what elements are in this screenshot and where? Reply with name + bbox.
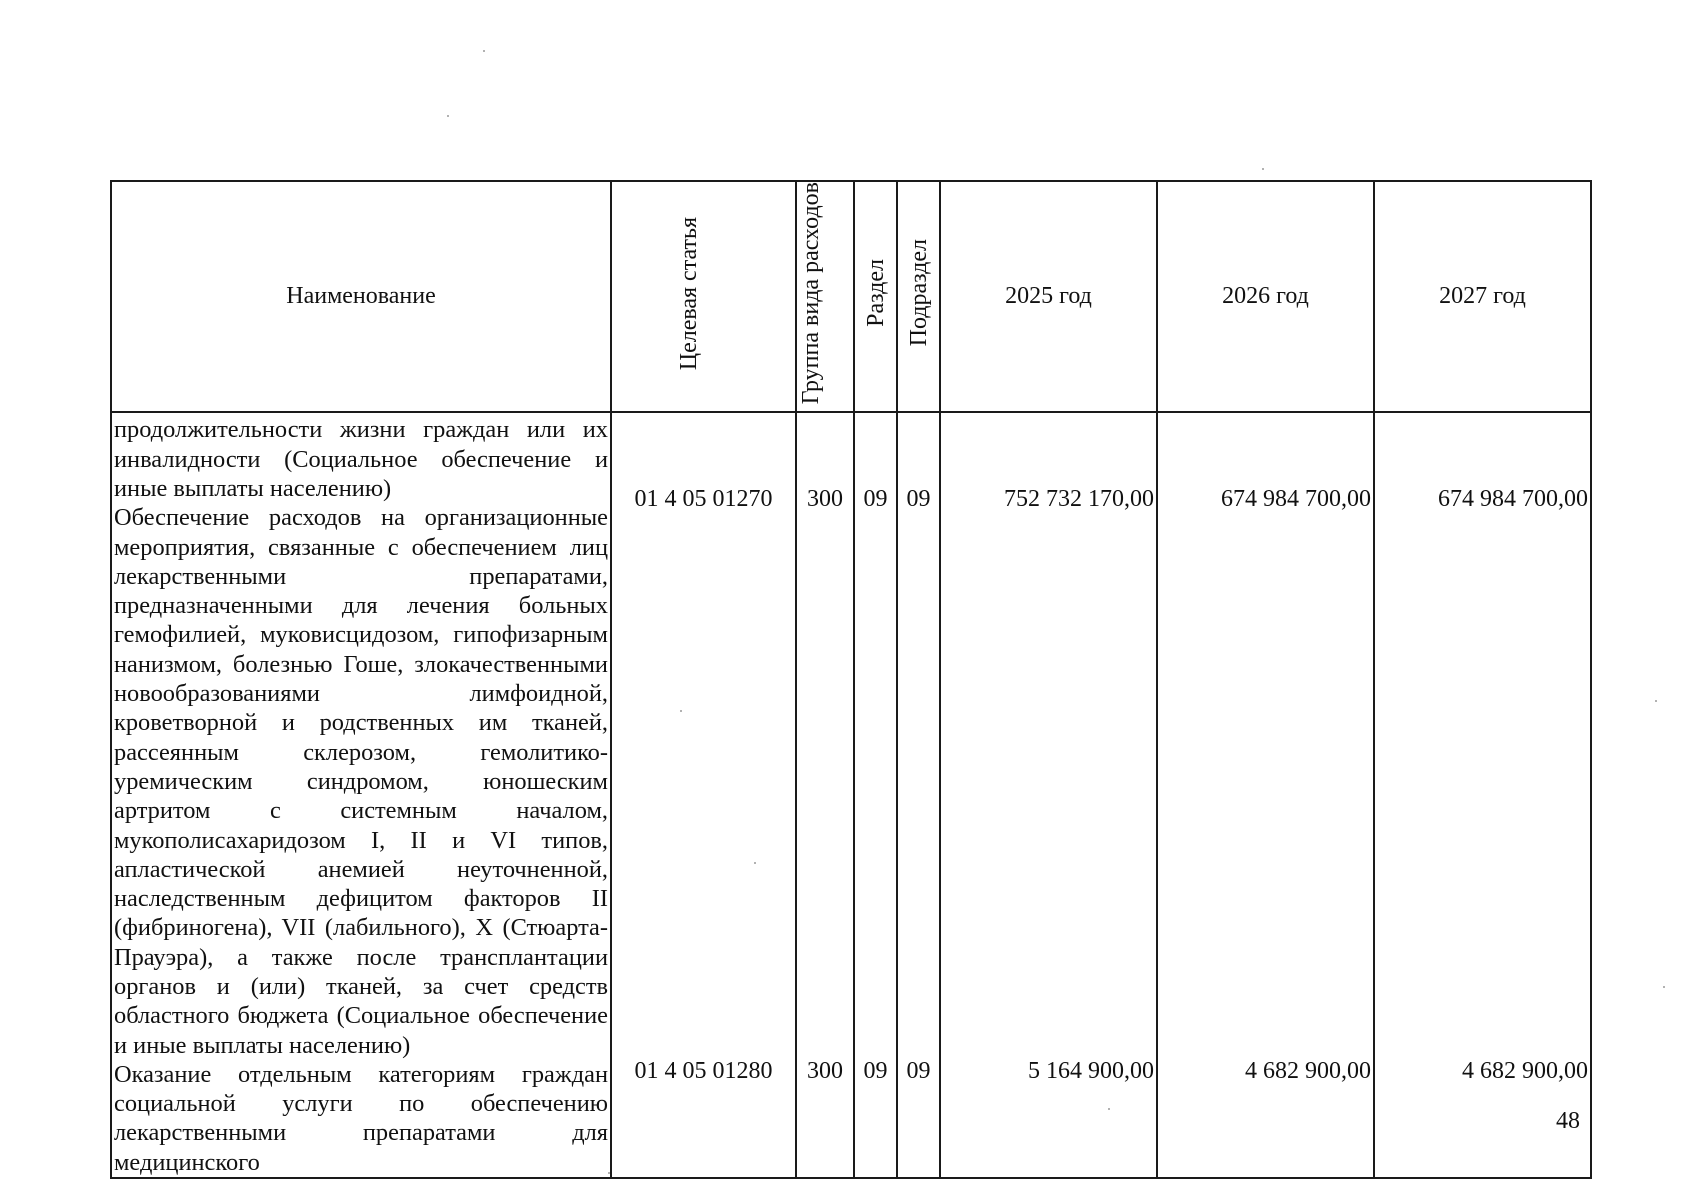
group-cell: [796, 412, 854, 1178]
target-value: 01 4 05 01280: [634, 1058, 773, 1085]
table-body-row: [111, 412, 1591, 1178]
year-2027-value: 674 984 700,00: [1438, 486, 1588, 513]
scan-speck: [1108, 1108, 1110, 1110]
header-year-2027-label: 2027 год: [1439, 283, 1526, 310]
header-section: [854, 181, 897, 412]
scan-speck: [680, 710, 682, 712]
page-number: 48: [1556, 1108, 1580, 1134]
header-subsection: [897, 181, 940, 412]
name-paragraph: Оказание отдельным категориям граждан социальной услуги по обеспечению лекарственными препаратами для медицинского: [114, 1060, 608, 1176]
year-2025-value: 752 732 170,00: [1004, 486, 1154, 513]
group-value: 300: [807, 486, 843, 513]
header-subsection-label: Подраздел: [905, 239, 932, 347]
header-target-label: Целевая статья: [675, 216, 702, 370]
year-2027-cell: [1374, 412, 1591, 1178]
header-year-2027: [1374, 181, 1591, 412]
section-cell: [854, 412, 897, 1178]
subsection-value: 09: [906, 1058, 931, 1085]
header-year-2025-label: 2025 год: [1005, 283, 1092, 310]
target-cell: [611, 412, 796, 1178]
year-2026-cell: [1157, 412, 1374, 1178]
name-paragraph: Обеспечение расходов на организационные мероприятия, связанные с обеспечением лиц лекарственными препаратами, предназначенными для лечения больных гемофилией, муковисцидозом, гипофизарным нанизмом, болезнью Гоше, злокачественными новообразованиями лимфоидной, кроветворной и родственных им тканей, рассеянным склерозом, гемолитико-уремическим синдромом, юношеским артритом с системным началом, мукополисахаридозом I, II и VI типов, апластической анемией неуточненной, наследственным дефицитом факторов II (фибриногена), VII (лабильного), X (Стюарта-Прауэра), а также после трансплантации органов и (или) тканей, за счет средств областного бюджета (Социальное обеспечение и иные выплаты населению): [114, 504, 608, 1059]
header-name-label: Наименование: [286, 283, 436, 310]
header-group-label: Группа вида расходов: [798, 182, 824, 405]
scan-speck: [1663, 986, 1665, 988]
header-target: [611, 181, 796, 412]
header-year-2026-label: 2026 год: [1222, 283, 1309, 310]
group-value: 300: [807, 1058, 843, 1085]
scan-speck: [608, 1172, 610, 1174]
section-value: 09: [863, 1058, 888, 1085]
table-header-row: [111, 181, 1591, 412]
year-2026-value: 674 984 700,00: [1221, 486, 1371, 513]
name-cell: [111, 412, 611, 1178]
header-name: [111, 181, 611, 412]
target-value: 01 4 05 01270: [634, 486, 773, 513]
header-group: [796, 181, 854, 412]
year-2026-value: 4 682 900,00: [1245, 1058, 1371, 1085]
header-year-2026: [1157, 181, 1374, 412]
year-2025-cell: [940, 412, 1157, 1178]
scan-speck: [1655, 700, 1657, 702]
subsection-value: 09: [906, 486, 931, 513]
scan-speck: [447, 115, 449, 117]
scan-speck: [754, 862, 756, 864]
scan-speck: [483, 50, 485, 52]
scan-speck: [1262, 168, 1264, 170]
year-2027-value: 4 682 900,00: [1462, 1058, 1588, 1085]
section-value: 09: [863, 486, 888, 513]
year-2025-value: 5 164 900,00: [1028, 1058, 1154, 1085]
header-section-label: Раздел: [862, 259, 889, 328]
header-year-2025: [940, 181, 1157, 412]
name-paragraph: продолжительности жизни граждан или их инвалидности (Социальное обеспечение и иные выплаты населению): [114, 416, 608, 502]
budget-table: [110, 180, 1592, 1179]
subsection-cell: [897, 412, 940, 1178]
